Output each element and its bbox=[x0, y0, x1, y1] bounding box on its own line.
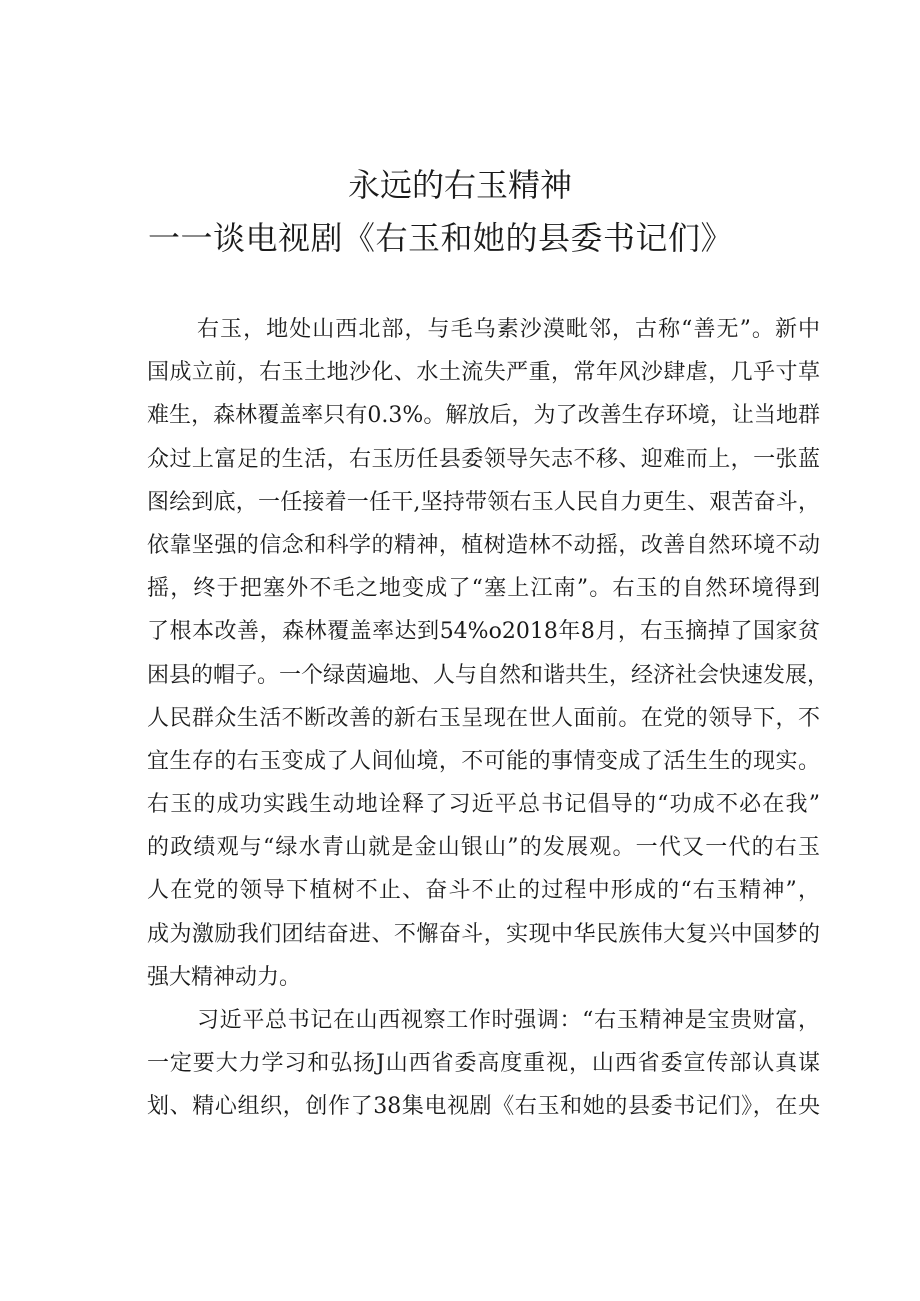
text-line: 人在党的领导下植树不止、奋斗不止的过程中形成的“右玉精神”， bbox=[147, 878, 820, 904]
text-line: 成为激励我们团结奋进、不懈奋斗，实现中华民族伟大复兴中国梦的 bbox=[147, 921, 820, 947]
text-line: 难生，森林覆盖率只有0.3%。解放后，为了改善生存环境，让当地群 bbox=[147, 403, 820, 429]
text-line: 一定要大力学习和弘扬J山西省委高度重视，山西省委宣传部认真谋 bbox=[147, 1051, 820, 1077]
text-line: 右玉的成功实践生动地诠释了习近平总书记倡导的“功成不必在我” bbox=[147, 792, 820, 818]
text-line: 众过上富足的生活，右玉历任县委领导矢志不移、迎难而上，一张蓝 bbox=[147, 446, 820, 472]
document-subtitle: 一一谈电视剧《右玉和她的县委书记们》 bbox=[148, 219, 734, 257]
paragraph bbox=[147, 999, 820, 1129]
text-line: 划、精心组织，创作了38集电视剧《右玉和她的县委书记们》，在央 bbox=[147, 1094, 820, 1120]
text-line: 习近平总书记在山西视察工作时强调：“右玉精神是宝贵财富， bbox=[197, 1008, 820, 1033]
text-line: 摇，终于把塞外不毛之地变成了“塞上江南”。右玉的自然环境得到 bbox=[147, 576, 820, 602]
text-line: 右玉，地处山西北部，与毛乌素沙漠毗邻，古称“善无”。新中 bbox=[197, 317, 820, 342]
text-line: 的政绩观与“绿水青山就是金山银山”的发展观。一代又一代的右玉 bbox=[147, 835, 820, 861]
document-title: 永远的右玉精神 bbox=[347, 166, 572, 204]
text-line: 了根本改善，森林覆盖率达到54%o2018年8月，右玉摘掉了国家贫 bbox=[147, 619, 820, 645]
text-line: 人民群众生活不断改善的新右玉呈现在世人面前。在党的领导下，不 bbox=[147, 705, 820, 731]
text-line: 宜生存的右玉变成了人间仙境，不可能的事情变成了活生生的现实。 bbox=[147, 748, 820, 774]
text-line: 强大精神动力。 bbox=[147, 964, 302, 990]
document-body bbox=[147, 308, 830, 1129]
text-line: 图绘到底，一任接着一任干,坚持带领右玉人民自力更生、艰苦奋斗， bbox=[147, 489, 820, 515]
text-line: 国成立前，右玉土地沙化、水土流失严重，常年风沙肆虐，几乎寸草 bbox=[147, 360, 820, 386]
text-line: 困县的帽子。一个绿茵遍地、人与自然和谐共生，经济社会快速发展， bbox=[147, 662, 830, 688]
paragraph bbox=[147, 308, 830, 999]
text-line: 依靠坚强的信念和科学的精神，植树造林不动摇，改善自然环境不动 bbox=[147, 532, 820, 558]
